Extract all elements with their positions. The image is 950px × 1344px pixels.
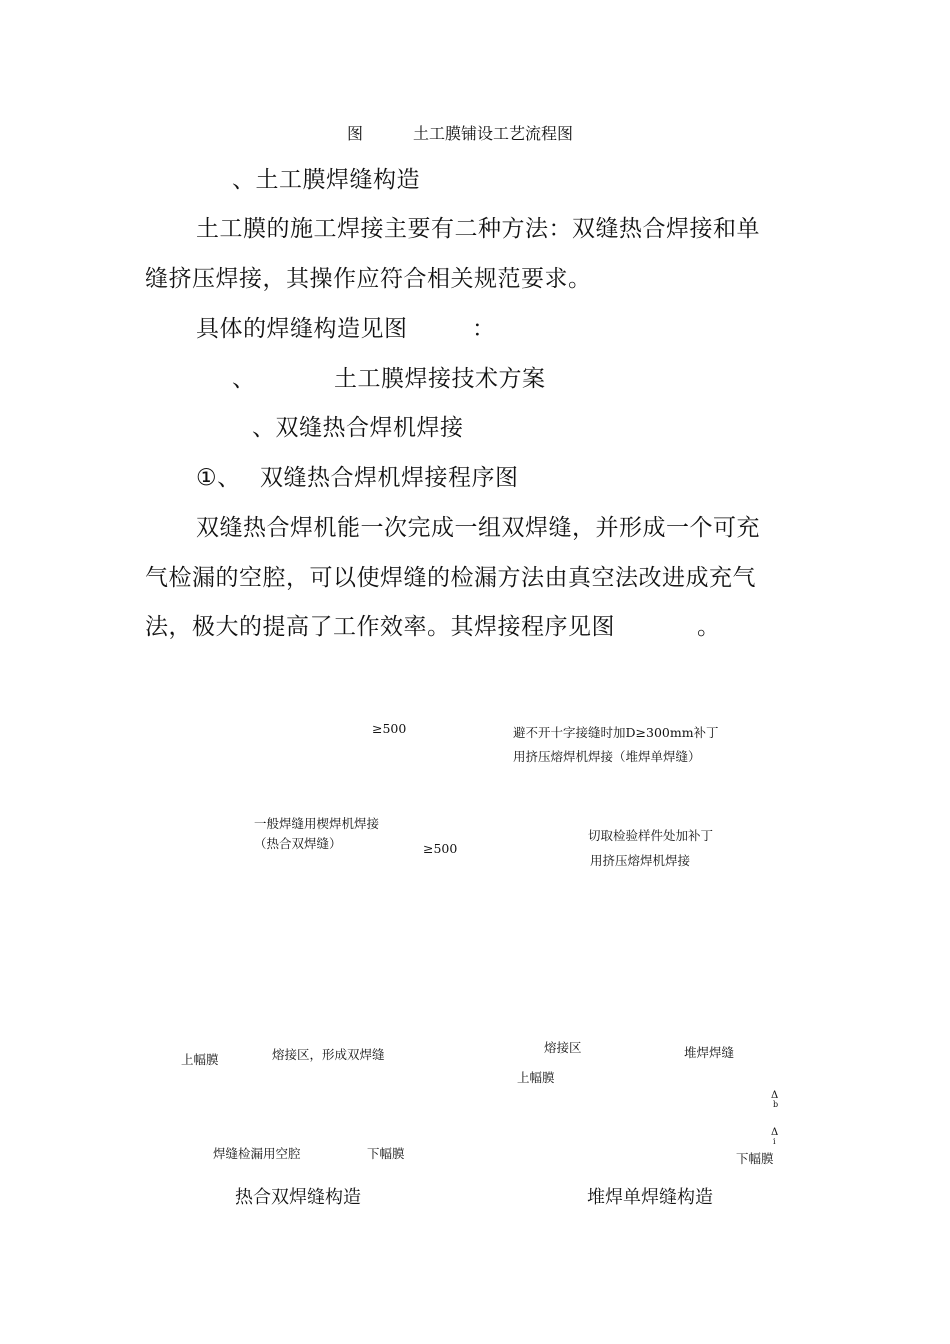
left-lower-membrane-label: 下幅膜	[367, 1146, 405, 1161]
left-fusion-zone-label: 熔接区，形成双焊缝	[272, 1047, 385, 1062]
delta-subscript: b	[773, 1100, 779, 1109]
double-weld-structure-caption: 热合双焊缝构造	[235, 1187, 361, 1208]
paragraph-3-line-3: 法，极大的提高了工作效率。其焊接程序见图	[145, 614, 615, 640]
leak-cavity-label: 焊缝检漏用空腔	[213, 1146, 301, 1161]
delta-symbol: Δ	[771, 1127, 779, 1138]
right-lower-membrane-label: 下幅膜	[736, 1151, 774, 1166]
patch-note-line-1: 避不开十字接缝时加D≥300mm补丁	[513, 725, 719, 740]
patch-note-line-2: 用挤压熔焊机焊接（堆焊单焊缝）	[513, 749, 701, 764]
tech-heading: 土工膜焊接技术方案	[334, 366, 546, 392]
paragraph-1-line-2: 缝挤压焊接，其操作应符合相关规范要求。	[145, 266, 592, 292]
dimension-label-2: ≥500	[423, 841, 458, 856]
right-upper-membrane-label: 上幅膜	[517, 1070, 555, 1085]
delta-subscript: i	[773, 1137, 776, 1146]
delta-thickness-mark-2	[771, 1128, 778, 1146]
tech-heading-prefix: 、	[232, 366, 256, 392]
right-fusion-zone-label: 熔接区	[544, 1040, 582, 1055]
dimension-label-1: ≥500	[372, 721, 407, 736]
general-weld-note-line-2: （热合双焊缝）	[254, 836, 342, 851]
paragraph-3-line-2: 气检漏的空腔，可以使焊缝的检漏方法由真空法改进成充气	[145, 565, 756, 591]
paragraph-1-line-1: 土工膜的施工焊接主要有二种方法：双缝热合焊接和单	[196, 216, 760, 242]
paragraph-2: 具体的焊缝构造见图	[196, 316, 408, 342]
delta-thickness-mark-1	[771, 1091, 778, 1109]
procedure-marker: ①、	[196, 465, 241, 491]
double-weld-heading: 、双缝热合焊机焊接	[252, 415, 464, 441]
paragraph-3-end: 。	[697, 614, 721, 640]
left-upper-membrane-label: 上幅膜	[181, 1052, 219, 1067]
general-weld-note-line-1: 一般焊缝用楔焊机焊接	[254, 816, 380, 831]
figure-label: 图	[347, 124, 364, 143]
overlay-weld-label: 堆焊焊缝	[684, 1045, 735, 1060]
paragraph-2-colon: ：	[472, 316, 496, 342]
sample-note-line-2: 用挤压熔焊机焊接	[590, 853, 691, 868]
sample-note-line-1: 切取检验样件处加补丁	[588, 828, 714, 843]
paragraph-3-line-1: 双缝热合焊机能一次完成一组双焊缝，并形成一个可充	[196, 515, 760, 541]
delta-symbol: Δ	[771, 1090, 779, 1101]
weld-structure-heading: 、土工膜焊缝构造	[232, 167, 420, 193]
single-overlay-weld-structure-caption: 堆焊单焊缝构造	[587, 1187, 713, 1208]
figure-title: 土工膜铺设工艺流程图	[413, 124, 574, 143]
procedure-heading: 双缝热合焊机焊接程序图	[260, 465, 519, 491]
